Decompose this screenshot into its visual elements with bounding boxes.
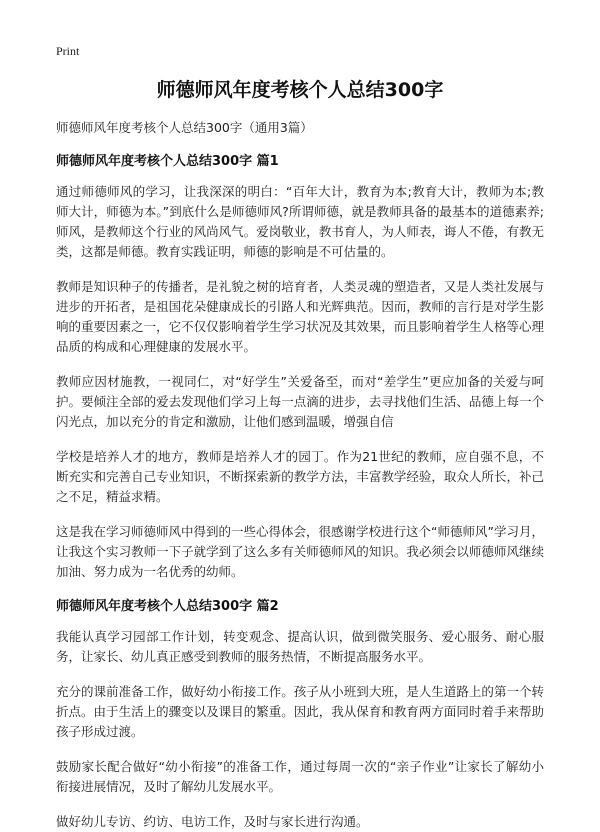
section-1 xyxy=(56,152,544,582)
page-title: 师德师风年度考核个人总结300字 xyxy=(156,79,444,101)
paragraph: 通过师德师风的学习，让我深深的明白：“百年大计，教育为本;教育大计，教师为本;教师大计，师德为本。”到底什么是师德师风?所谓师德，就是教师具备的最基本的道德素养;师风，是教师这个行业的风尚风气。爱岗敬业，教书育人，为人师表，诲人不倦，有教无类，这都是师德。教育实践证明，师德的影响是不可估量的。 xyxy=(56,184,544,259)
section-heading: 师德师风年度考核个人总结300字 篇1 xyxy=(56,154,279,169)
paragraph: 鼓励家长配合做好“幼小衔接”的准备工作，通过每周一次的“亲子作业”让家长了解幼小衔接进展情况，及时了解幼儿发展水平。 xyxy=(56,759,544,794)
document-subtitle: 师德师风年度考核个人总结300字（通用3篇） xyxy=(56,120,313,135)
paragraph: 我能认真学习园部工作计划，转变观念、提高认识，做到微笑服务、爱心服务、耐心服务，让家长、幼儿真正感受到教师的服务热情，不断提高服务水平。 xyxy=(56,629,544,664)
paragraph: 充分的课前准备工作，做好幼小衔接工作。孩子从小班到大班，是人生道路上的第一个转折点。由于生活上的骤变以及课目的繁重。因此，我从保育和教育两方面同时着手来帮助孩子形成过渡。 xyxy=(56,684,544,739)
print-link[interactable]: Print xyxy=(56,44,80,58)
paragraph: 教师应因材施教，一视同仁，对“好学生”关爱备至，而对“差学生”更应加备的关爱与呵护。要倾注全部的爱去发现他们学习上每一点滴的进步，去寻找他们生活、品德上每一个闪光点，加以充分的肯定和激励，让他们感到温暖，增强自信 xyxy=(56,374,544,429)
section-heading: 师德师风年度考核个人总结300字 篇2 xyxy=(56,599,279,614)
paragraph: 学校是培养人才的地方，教师是培养人才的园丁。作为21世纪的教师，应自强不息，不断充实和完善自己专业知识，不断探索新的教学方法，丰富教学经验，取众人所长，补己之不足，精益求精。 xyxy=(56,449,544,504)
section-2 xyxy=(56,597,544,832)
paragraph: 教师是知识种子的传播者，是礼貌之树的培育者，人类灵魂的塑造者，又是人类社发展与进步的开拓者，是祖国花朵健康成长的引路人和光辉典范。因而，教师的言行是对学生影响的重要因素之一，它不仅仅影响着学生学习状况及其效果，而且影响着学生人格等心理品质的构成和心理健康的发展水平。 xyxy=(56,279,544,354)
paragraph: 做好幼儿专访、约访、电访工作，及时与家长进行沟通。 xyxy=(56,814,369,829)
paragraph: 这是我在学习师德师风中得到的一些心得体会，很感谢学校进行这个“师德师风”学习月，让我这个实习教师一下子就学到了这么多有关师德师风的知识。我必须会以师德师风继续加油、努力成为一名优秀的幼师。 xyxy=(56,524,544,579)
